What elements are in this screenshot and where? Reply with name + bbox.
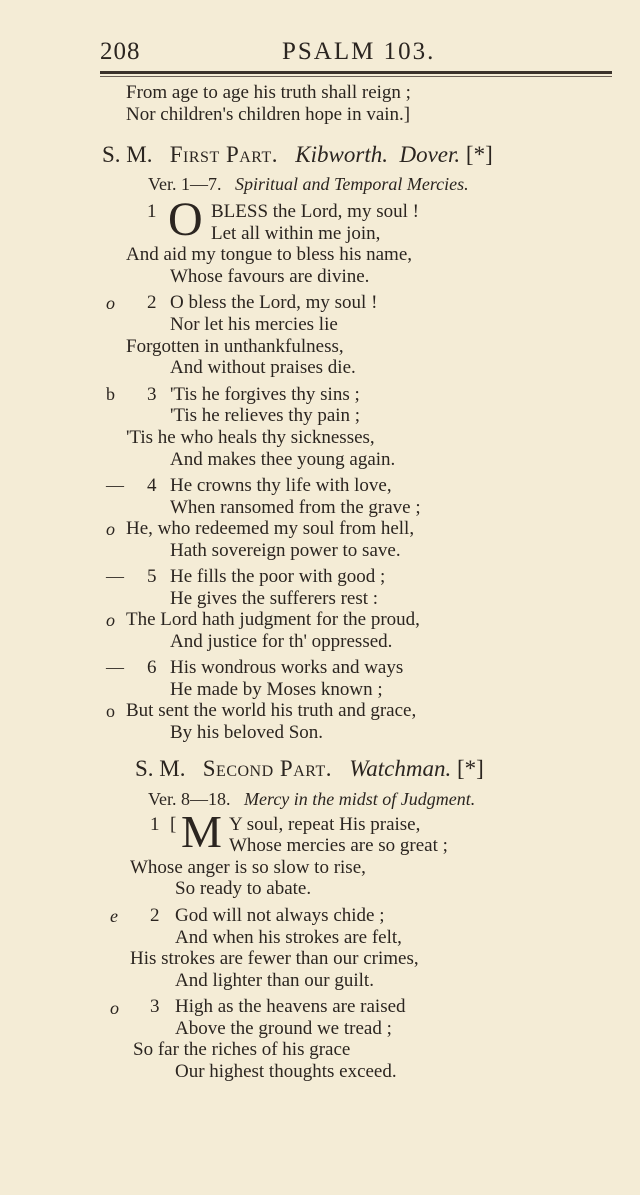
bracket: [ (170, 814, 177, 835)
verse-line: When ransomed from the grave ; (170, 497, 421, 518)
header-rule-thin (100, 76, 612, 77)
stanza-number: 6 (147, 657, 157, 678)
dynamics-mark: — (106, 475, 124, 495)
verse-line: He crowns thy life with love, (170, 475, 392, 496)
verse-line: He made by Moses known ; (170, 679, 383, 700)
dynamics-mark: o (106, 610, 115, 630)
page-number: 208 (100, 38, 141, 65)
verse-line: But sent the world his truth and grace, (126, 700, 417, 721)
part2-flag: [*] (457, 756, 484, 781)
verse-line: He, who redeemed my soul from hell, (126, 518, 415, 539)
part2-part-label: Second Part. (202, 756, 332, 781)
stanza-number: 2 (147, 292, 157, 313)
verse-line: Nor let his mercies lie (170, 314, 338, 335)
verse-line: 'Tis he forgives thy sins ; (170, 384, 360, 405)
verse-line: O bless the Lord, my soul ! (170, 292, 378, 313)
verse-line: So far the riches of his grace (133, 1039, 351, 1060)
dynamics-mark: o (110, 998, 119, 1018)
stanza-number: 4 (147, 475, 157, 496)
part2-theme: Mercy in the midst of Judgment. (244, 789, 476, 809)
page-header (100, 38, 612, 72)
part2-heading (135, 755, 484, 783)
header-rule (100, 71, 612, 74)
verse-line: His strokes are fewer than our crimes, (130, 948, 419, 969)
part1-subheading (148, 173, 469, 195)
verse-line: High as the heavens are raised (175, 996, 406, 1017)
part1-tune-1: Kibworth. (295, 142, 388, 167)
dynamics-mark: o (106, 519, 115, 539)
verse-line: By his beloved Son. (170, 722, 324, 743)
part1-flag: [*] (465, 142, 493, 167)
verse-line: God will not always chide ; (175, 905, 385, 926)
stanza-number: 5 (147, 566, 157, 587)
part2-verses: Ver. 8—18. (148, 789, 231, 809)
verse-line: Above the ground we tread ; (175, 1018, 392, 1039)
dynamics-mark: o (106, 293, 115, 313)
drop-cap: O (168, 193, 203, 246)
part1-verses: Ver. 1—7. (148, 174, 222, 194)
drop-cap: M (181, 806, 222, 857)
verse-line: His wondrous works and ways (170, 657, 404, 678)
verse-line: Hath sovereign power to save. (170, 540, 401, 561)
verse-line: Let all within me join, (211, 223, 381, 244)
verse-line: Y soul, repeat His praise, (229, 814, 421, 835)
verse-line: Our highest thoughts exceed. (175, 1061, 397, 1082)
dynamics-mark: — (106, 566, 124, 586)
verse-line: So ready to abate. (175, 878, 312, 899)
verse-line: The Lord hath judgment for the proud, (126, 609, 420, 630)
verse-line: 'Tis he relieves thy pain ; (170, 405, 361, 426)
prev-line-1: From age to age his truth shall reign ; (126, 82, 411, 103)
verse-line: And makes thee young again. (170, 449, 396, 470)
part2-meter: S. M. (135, 756, 186, 781)
verse-line: 'Tis he who heals thy sicknesses, (126, 427, 375, 448)
part2-tune: Watchman. (349, 756, 452, 781)
part1-tune-2: Dover. (399, 142, 461, 167)
part1-theme: Spiritual and Temporal Mercies. (235, 174, 469, 194)
verse-line: Whose favours are divine. (170, 266, 370, 287)
part1-part-label: First Part. (169, 142, 279, 167)
stanza-number: 3 (150, 996, 160, 1017)
verse-line: Whose mercies are so great ; (229, 835, 448, 856)
verse-line: He fills the poor with good ; (170, 566, 386, 587)
dynamics-mark: — (106, 657, 124, 677)
verse-line: And aid my tongue to bless his name, (126, 244, 413, 265)
stanza-number: 2 (150, 905, 160, 926)
prev-line-2: Nor children's children hope in vain.] (126, 104, 411, 125)
dynamics-mark: o (106, 701, 115, 721)
stanza-number: 1 (147, 201, 157, 222)
verse-line: And lighter than our guilt. (175, 970, 374, 991)
verse-line: Whose anger is so slow to rise, (130, 857, 366, 878)
verse-line: And justice for th' oppressed. (170, 631, 393, 652)
verse-line: BLESS the Lord, my soul ! (211, 201, 419, 222)
dynamics-mark: b (106, 384, 115, 404)
dynamics-mark: e (110, 906, 118, 926)
verse-line: And without praises die. (170, 357, 356, 378)
verse-line: He gives the sufferers rest : (170, 588, 379, 609)
stanza-number: 1 (150, 814, 160, 835)
running-title: PSALM 103. (282, 38, 436, 65)
stanza-number: 3 (147, 384, 157, 405)
part1-meter: S. M. (102, 142, 153, 167)
verse-line: And when his strokes are felt, (175, 927, 402, 948)
part1-heading (102, 141, 493, 169)
verse-line: Forgotten in unthankfulness, (126, 336, 344, 357)
